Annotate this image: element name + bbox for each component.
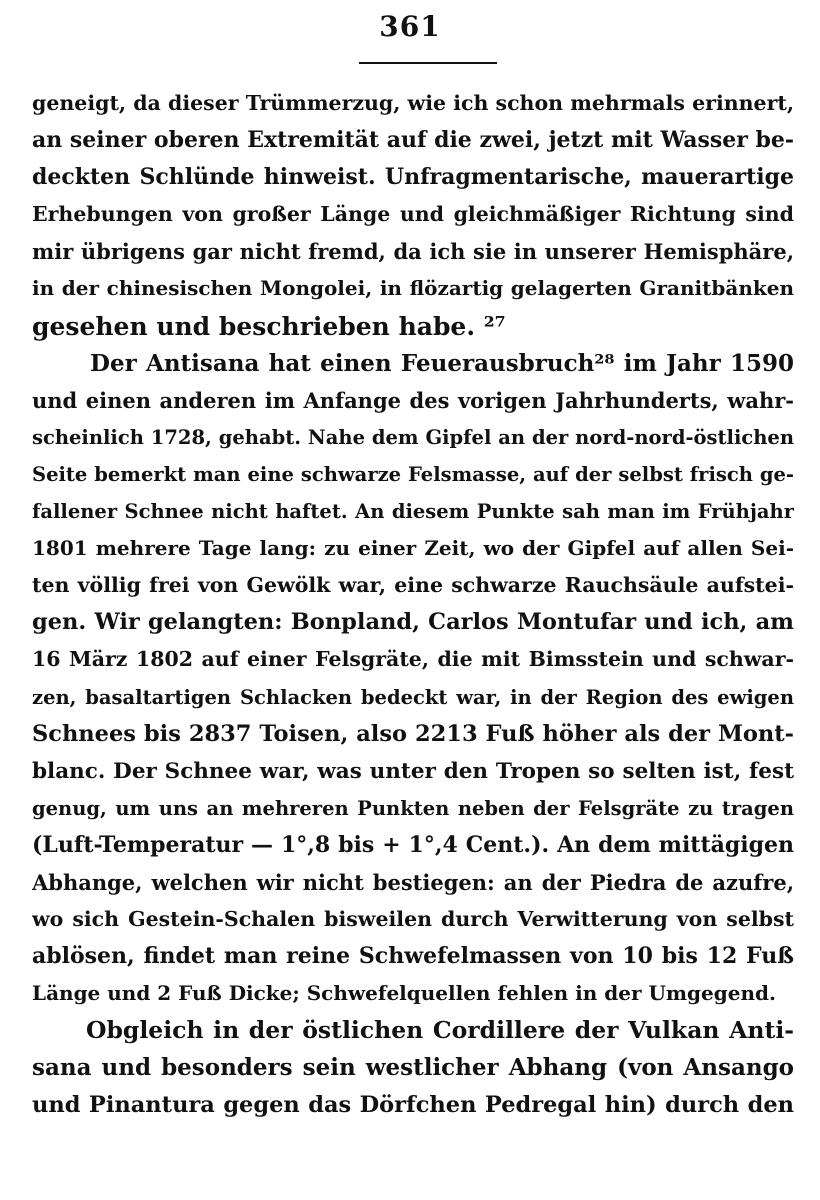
text-line: blanc. Der Schnee war, was unter den Tropen so selten ist, fest <box>32 758 794 784</box>
text-line: Länge und 2 Fuß Dicke; Schwefelquellen fehlen in der Umgegend. <box>32 981 776 1006</box>
text-line: mir übrigens gar nicht fremd, da ich sie in unserer Hemisphäre, <box>32 239 794 265</box>
text-line: ablösen, findet man reine Schwefelmassen von 10 bis 12 Fuß <box>32 943 794 970</box>
text-line: Erhebungen von großer Länge und gleichmäßiger Richtung sind <box>32 202 794 227</box>
text-line: und Pinantura gegen das Dörfchen Pedregal hin) durch den <box>32 1091 794 1118</box>
text-line: Obgleich in der östlichen Cordillere der Vulkan Anti- <box>86 1016 794 1045</box>
text-line: wo sich Gestein-Schalen bisweilen durch Verwitterung von selbst <box>32 907 794 932</box>
text-line: (Luft-Temperatur — 1°,8 bis + 1°,4 Cent.). An dem mittägigen <box>32 831 794 858</box>
page-number: 361 <box>379 10 441 43</box>
text-line: und einen anderen im Anfange des vorigen Jahrhunderts, wahr- <box>32 387 794 413</box>
text-line: geneigt, da dieser Trümmerzug, wie ich schon mehrmals erinnert, <box>32 91 794 115</box>
text-line: ten völlig frei von Gewölk war, eine schwarze Rauchsäule aufstei- <box>32 573 794 598</box>
text-line: an seiner oberen Extremität auf die zwei, jetzt mit Wasser be- <box>32 127 794 154</box>
text-line: fallener Schnee nicht haftet. An diesem Punkte sah man im Frühjahr <box>32 500 794 524</box>
text-line: scheinlich 1728, gehabt. Nahe dem Gipfel an der nord-nord-östlichen <box>32 425 794 449</box>
text-line: 16 März 1802 auf einer Felsgräte, die mit Bimsstein und schwar- <box>32 647 794 672</box>
header-rule <box>359 62 497 64</box>
text-line: Der Antisana hat einen Feuerausbruch²⁸ im Jahr 1590 <box>90 349 794 377</box>
body-text <box>32 85 794 1124</box>
text-line: sana und besonders sein westlicher Abhang (von Ansango <box>32 1054 794 1082</box>
text-line: 1801 mehrere Tage lang: zu einer Zeit, wo der Gipfel auf allen Sei- <box>32 536 794 561</box>
text-line: Seite bemerkt man eine schwarze Felsmasse, auf der selbst frisch ge- <box>32 462 794 486</box>
text-line: deckten Schlünde hinweist. Unfragmentarische, mauerartige <box>32 164 794 191</box>
text-line: Schnees bis 2837 Toisen, also 2213 Fuß höher als der Mont- <box>32 720 794 747</box>
text-line: gen. Wir gelangten: Bonpland, Carlos Montufar und ich, am <box>32 609 794 636</box>
text-line: Abhange, welchen wir nicht bestiegen: an der Piedra de azufre, <box>32 869 794 895</box>
text-line: genug, um uns an mehreren Punkten neben der Felsgräte zu tragen <box>32 796 794 820</box>
text-line: zen, basaltartigen Schlacken bedeckt war, in der Region des ewigen <box>32 685 794 709</box>
text-line: in der chinesischen Mongolei, in flözartig gelagerten Granitbänken <box>32 276 794 301</box>
text-line: gesehen und beschrieben habe. ²⁷ <box>32 311 506 341</box>
